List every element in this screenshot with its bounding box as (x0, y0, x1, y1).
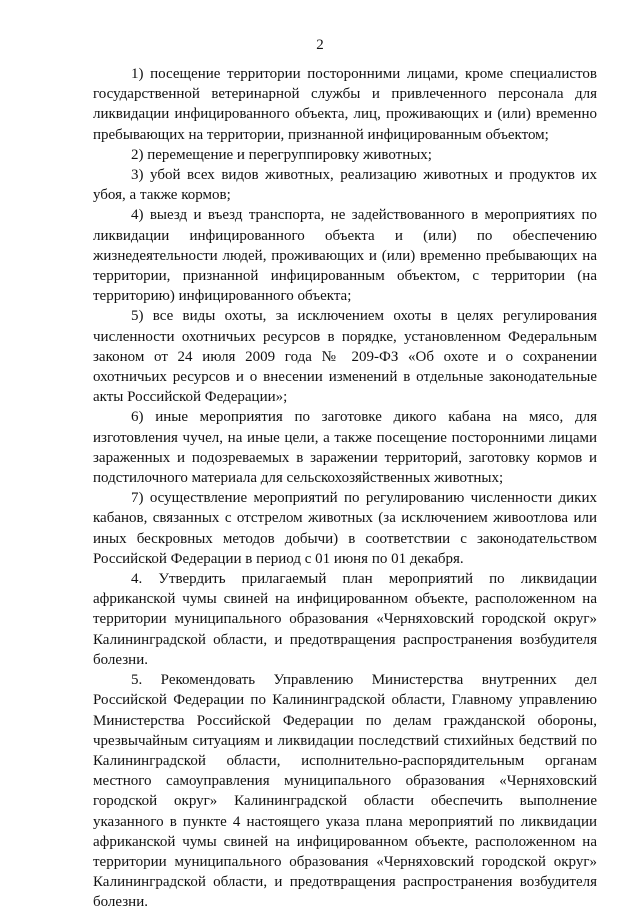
paragraph-item-5: 5) все виды охоты, за исключением охоты в целях регулирования численности охотничьих ресурсов в порядке, установленном Федеральным законом от 24 июля 2009 года № 209-ФЗ «Об охоте и о сохранении охотничьих ресурсов и о внесении изменений в отдельные законодательные акты Российской Федерации»; (93, 308, 597, 406)
page-number: 2 (316, 37, 324, 53)
paragraph-item-1: 1) посещение территории посторонними лицами, кроме специалистов государственной ветеринарной службы и привлеченного персонала для ликвидации инфицированного объекта, лиц, проживающих и (или) временно пребывающих на территории, признанной инфицированным объектом; (93, 66, 597, 143)
paragraph-clause-5: 5. Рекомендовать Управлению Министерства внутренних дел Российской Федерации по Калининградской области, Главному управлению Министерства Российской Федерации по делам гражданской обороны, чрезвычайным ситуациям и ликвидации последствий стихийных бедствий по Калининградской области, исполнительно-распорядительным органам местного самоуправления муниципального образования «Черняховский городской округ» Калининградской области обеспечить выполнение указанного в пункте 4 настоящего указа плана мероприятий по ликвидации африканской чумы свиней на инфицированном объекте, расположенном на территории муниципального образования «Черняховский городской округ» Калининградской области, и предотвращения распространения возбудителя болезни. (93, 672, 597, 911)
paragraph-item-7: 7) осуществление мероприятий по регулированию численности диких кабанов, связанных с отстрелом животных (за исключением живоотлова или иных бескровных методов добычи) в соответствии с законодательством Российской Федерации в период с 01 июня по 01 декабря. (93, 490, 597, 567)
paragraph-clause-4: 4. Утвердить прилагаемый план мероприятий по ликвидации африканской чумы свиней на инфицированном объекте, расположенном на территории муниципального образования «Черняховский городской округ» Калининградской области, и предотвращения распространения возбудителя болезни. (93, 571, 597, 668)
document-body (93, 64, 597, 913)
paragraph-item-2: 2) перемещение и перегруппировку животных; (131, 146, 432, 163)
paragraph-item-6: 6) иные мероприятия по заготовке дикого кабана на мясо, для изготовления чучел, на иные цели, а также посещение посторонними лицами зараженных и подозреваемых в заражении территорий, заготовку кормов и подстилочного материала для сельскохозяйственных животных; (93, 409, 597, 487)
paragraph-item-4: 4) выезд и въезд транспорта, не задействованного в мероприятиях по ликвидации инфицированного объекта и (или) по обеспечению жизнедеятельности людей, проживающих и (или) временно пребывающих на территории, признанной инфицированным объектом, с территории (на территорию) инфицированного объекта; (93, 207, 597, 305)
paragraph-item-3: 3) убой всех видов животных, реализацию животных и продуктов их убоя, а также кормов; (93, 167, 597, 204)
